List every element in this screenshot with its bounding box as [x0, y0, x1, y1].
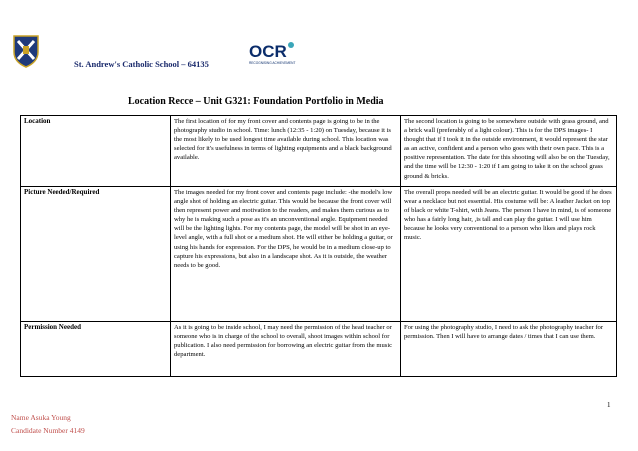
school-crest-logo: [12, 34, 40, 68]
cell-school-permission: As it is going to be inside school, I may need the permission of the head teacher or someone who is in charge of the school to overall, shoot images within school for publication. I also need permission for borrowing an electric guitar from the music department.: [171, 322, 401, 377]
row-label: Picture Needed/Required: [21, 187, 171, 322]
table-row-picture-needed: [21, 187, 617, 322]
page-number: 1: [607, 401, 611, 409]
table-row-permission: [21, 322, 617, 377]
row-label: Permission Needed: [21, 322, 171, 377]
ocr-logo: [248, 40, 298, 66]
footer-candidate-number: Candidate Number 4149: [11, 426, 85, 435]
cell-studio-permission: For using the photography studio, I need to ask the photography teacher for permission. Then I will have to arrange dates / times that I can use them.: [401, 322, 617, 377]
document-title: Location Recce – Unit G321: Foundation Portfolio in Media: [128, 96, 384, 107]
recce-table: [20, 115, 617, 377]
footer-name: Name Asuka Young: [11, 413, 71, 422]
cell-second-location: The second location is going to be somewhere outside with grass ground, and a brick wall (preferably of a light colour). This is for the DPS images- I thought that if I took it in the outside environment, it would represent the star as an active, confident and a person who goes with their own pace. This is a positive representation. The date for this shooting will also be on the Tuesday, and the time will be 12:30 - 1:20 if I am going to take it on the school grass ground & bricks.: [401, 116, 617, 187]
table-row-location: [21, 116, 617, 187]
ocr-logo-text: OCR: [249, 42, 287, 61]
cell-first-location: The first location of for my front cover and contents page is going to be in the photography studio in school. Time: lunch (12:35 - 1:20) on Tuesday, because it is the most likely to be used longest time available during school. This location was selected for it's usefulness in terms of lighting equipments and a black background available.: [171, 116, 401, 187]
row-label: Location: [21, 116, 171, 187]
school-name: St. Andrew's Catholic School – 64135: [74, 59, 209, 69]
cell-props-needed: The overall props needed will be an electric guitar. It would be good if he does wear a necklace but not essential. His costume will be: A leather Jacket on top of black or white T-shirt, with Jeans. The person I have in mind, is of someone who has a fairly long hair, ,is tall and can play the guitar. I will use him because he looks very conventional to a person who likes and plays rock music.: [401, 187, 617, 322]
cell-images-needed: The images needed for my front cover and contents page include: -the model's low angle shot of holding an electric guitar. This would be because the front cover will then represent power and motivation to the readers, and makes them curious as to why he is making such a pose as it's an unconventional angle. Equipment needed will be the lighting lights. For my contents page, the model will be shot in an eye-level angle, with a full shot or a medium shot. He will either be holding a guitar, or using his hands for expression. For the DPS, he would be in a medium close-up to capture his expressions, but also in a landscape shot. As it is outside, the weather needs to be good.: [171, 187, 401, 322]
ocr-logo-subtext: RECOGNISING ACHIEVEMENT: [249, 61, 296, 65]
